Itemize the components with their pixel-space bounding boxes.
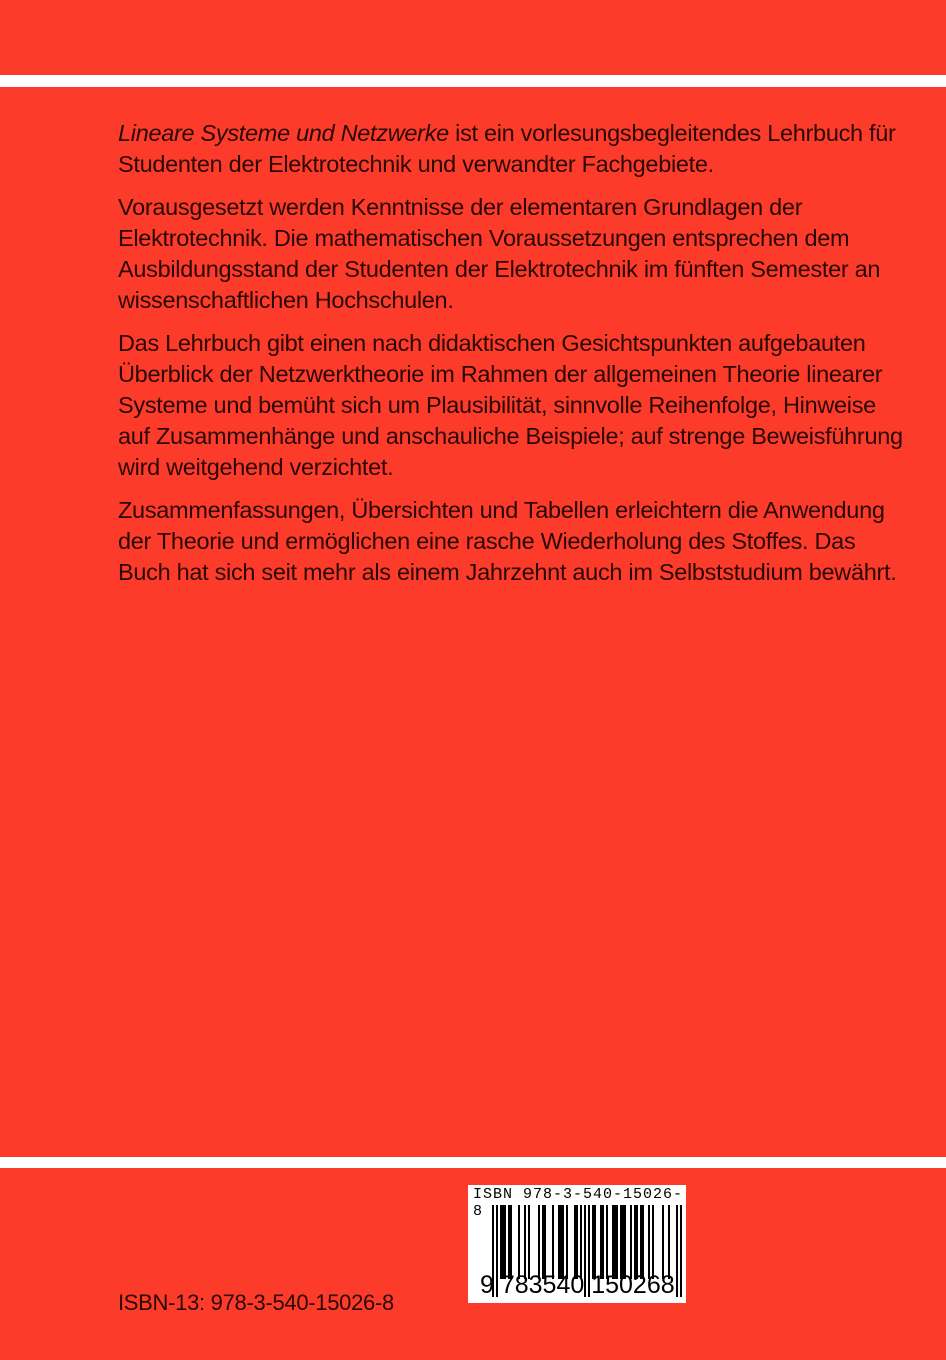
barcode-bar: [542, 1205, 544, 1279]
barcode-bar: [544, 1205, 546, 1279]
barcode-bar: [642, 1205, 644, 1279]
barcode-bar: [622, 1205, 624, 1279]
barcode-digits: 9 783540 150268: [480, 1271, 675, 1299]
barcode-bar: [624, 1205, 626, 1279]
barcode-bar: [558, 1205, 560, 1279]
barcode-bar: [616, 1205, 618, 1279]
blurb-paragraph-2: Vorausgesetzt werden Kenntnisse der elementaren Grundlagen der Elektrotechnik. Die mathematischen Voraussetzungen entsprechen dem Ausbildungsstand der Studenten der Elektrotechnik im fünften Semester an wissenschaftlichen Hochschulen.: [118, 194, 881, 313]
barcode-bar: [592, 1205, 594, 1279]
barcode-bar: [560, 1205, 562, 1279]
barcode-bar: [566, 1205, 568, 1279]
barcode-bar: [594, 1205, 596, 1279]
blurb-paragraph-4: Zusammenfassungen, Übersichten und Tabellen erleichtern die Anwendung der Theorie und ermöglichen eine rasche Wiederholung des Stoffes. Das Buch hat sich seit mehr als einem Jahrzehnt auch im Selbststudium bewährt.: [118, 497, 897, 585]
barcode-bar: [620, 1205, 622, 1279]
barcode-bar: [612, 1205, 614, 1279]
barcode-bar: [580, 1205, 582, 1279]
barcode-bar: [636, 1205, 638, 1279]
back-cover-blurb: [118, 118, 908, 600]
barcode-bar: [518, 1205, 520, 1279]
isbn-barcode: [468, 1185, 686, 1303]
barcode-bar: [562, 1205, 564, 1279]
barcode-bar: [630, 1205, 632, 1279]
barcode-bar: [614, 1205, 616, 1279]
barcode-bar: [648, 1205, 650, 1279]
barcode-bar: [538, 1205, 540, 1279]
bottom-white-stripe: [0, 1157, 946, 1168]
barcode-bar: [606, 1205, 608, 1279]
barcode-bar: [634, 1205, 636, 1279]
barcode-bar: [508, 1205, 510, 1279]
blurb-paragraph-3: Das Lehrbuch gibt einen nach didaktischen Gesichtspunkten aufgebauten Überblick der Netzwerktheorie im Rahmen der allgemeinen Theorie linearer Systeme und bemüht sich um Plausibilität, sinnvolle Reihenfolge, Hinweise auf Zusammenhänge und anschauliche Beispiele; auf strenge Beweisführung wird weitgehend verzichtet.: [118, 330, 903, 480]
top-white-stripe: [0, 75, 946, 87]
barcode-bar: [528, 1205, 530, 1279]
barcode-bar: [680, 1205, 682, 1297]
barcode-bar: [576, 1205, 578, 1279]
barcode-bar: [574, 1205, 576, 1279]
barcode-bar: [510, 1205, 512, 1279]
blurb-text: ist ein vorlesungsbegleitendes Lehrbuch für Studenten der Elektrotechnik und verwandter Fachgebiete.: [118, 120, 896, 177]
barcode-bar: [502, 1205, 504, 1279]
book-title: Lineare Systeme und Netzwerke: [118, 120, 449, 146]
barcode-bar: [552, 1205, 554, 1279]
barcode-bar: [652, 1205, 654, 1279]
isbn-13-label: ISBN-13: 978-3-540-15026-8: [118, 1290, 394, 1315]
barcode-bar: [500, 1205, 502, 1279]
barcode-bar: [676, 1205, 678, 1297]
barcode-bar: [668, 1205, 670, 1279]
barcode-bar: [662, 1205, 664, 1279]
blurb-paragraph-1: [118, 118, 908, 180]
barcode-bar: [524, 1205, 526, 1279]
barcode-isbn-text: ISBN 978-3-540-15026-8: [473, 1186, 684, 1220]
barcode-bar: [640, 1205, 642, 1279]
barcode-bar: [600, 1205, 602, 1279]
barcode-bar: [504, 1205, 506, 1279]
barcode-bar: [602, 1205, 604, 1279]
